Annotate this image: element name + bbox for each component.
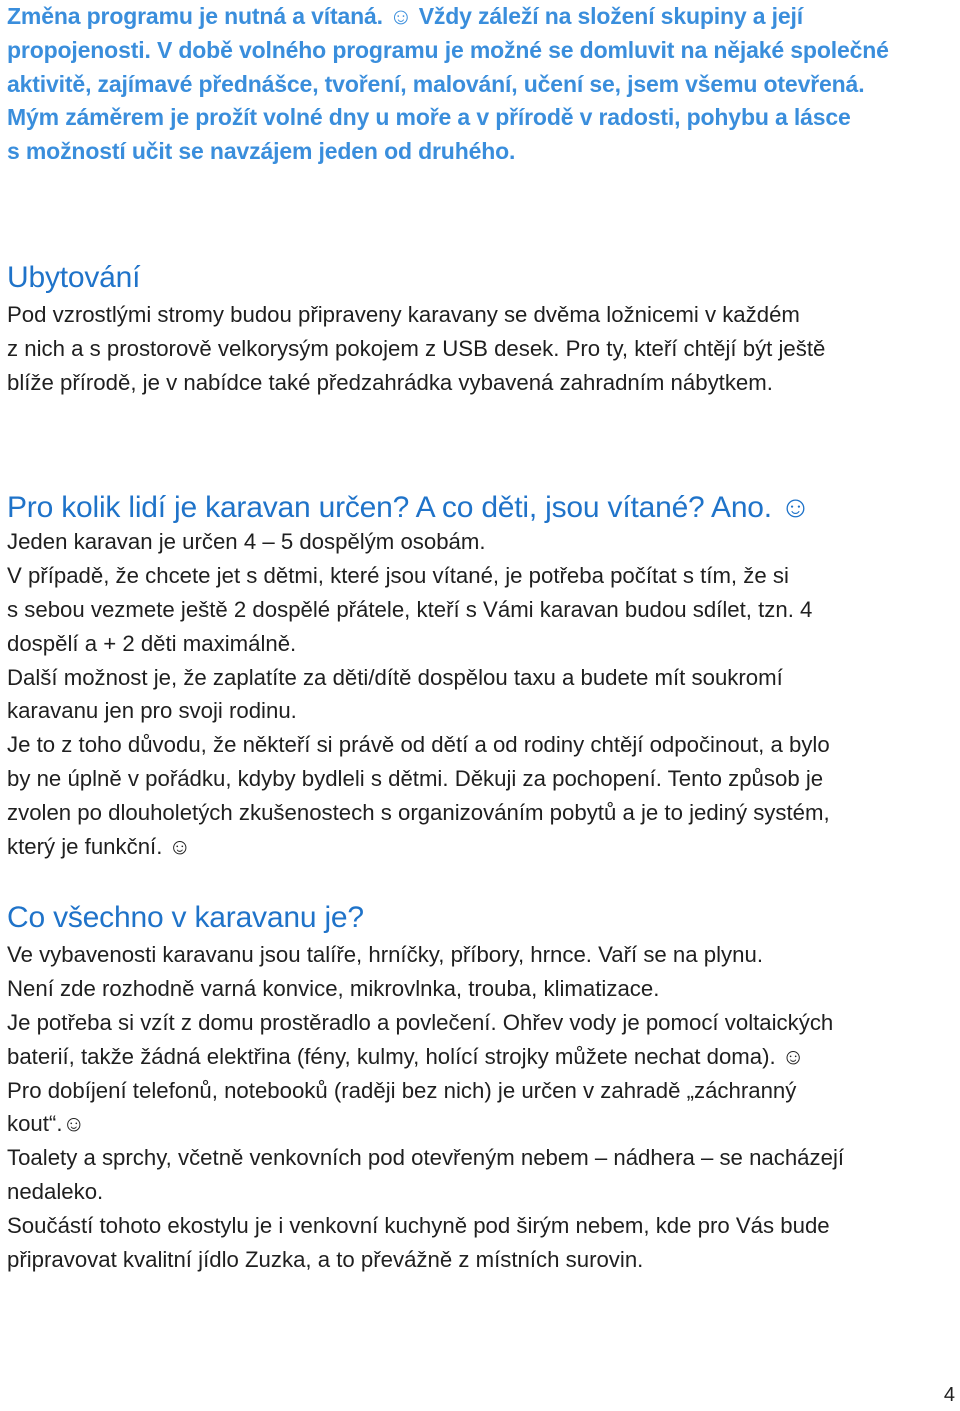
intro-paragraph (7, 0, 953, 169)
capacity-line: by ne úplně v pořádku, kdyby bydleli s dětmi. Děkuji za pochopení. Tento způsob je (7, 765, 824, 791)
capacity-line: karavanu jen pro svoji rodinu. (7, 698, 297, 724)
capacity-line: Další možnost je, že zaplatíte za děti/dítě dospělou taxu a budete mít soukromí (7, 664, 783, 690)
equipment-line: Ve vybavenosti karavanu jsou talíře, hrníčky, příbory, hrnce. Vaří se na plynu. (7, 942, 763, 968)
intro-line: s možností učit se navzájem jeden od druhého. (7, 138, 516, 165)
intro-line: propojenosti. V době volného programu je možné se domluvit na nějaké společné (7, 36, 889, 63)
equipment-line: kout“.☺ (7, 1111, 86, 1137)
equipment-line: Toalety a sprchy, včetně venkovních pod otevřeným nebem – nádhera – se nacházejí (7, 1145, 845, 1171)
equipment-line: Součástí tohoto ekostylu je i venkovní kuchyně pod širým nebem, kde pro Vás bude (7, 1212, 830, 1238)
capacity-line: s sebou vezmete ještě 2 dospělé přátele, kteří s Vámi karavan budou sdílet, tzn. 4 (7, 596, 813, 622)
equipment-line: připravovat kvalitní jídlo Zuzka, a to převážně z místních surovin. (7, 1246, 644, 1272)
intro-line: Mým záměrem je prožít volné dny u moře a v přírodě v radosti, pohybu a lásce (7, 104, 851, 131)
capacity-line: zvolen po dlouholetých zkušenostech s organizováním pobytů a je to jediný systém, (7, 799, 830, 825)
intro-line: Změna programu je nutná a vítaná. ☺ Vždy záleží na složení skupiny a její (7, 3, 804, 29)
capacity-line: který je funkční. ☺ (7, 833, 192, 859)
capacity-heading: Pro kolik lidí je karavan určen? A co děti, jsou vítané? Ano. ☺ (7, 491, 811, 525)
document-page (7, 0, 953, 1276)
equipment-line: Není zde rozhodně varná konvice, mikrovlnka, trouba, klimatizace. (7, 976, 660, 1002)
accommodation-line: z nich a s prostorově velkorysým pokojem z USB desek. Pro ty, kteří chtějí být ještě (7, 335, 826, 361)
capacity-paragraph (7, 525, 953, 863)
equipment-paragraph (7, 938, 953, 1276)
equipment-line: Je potřeba si vzít z domu prostěradlo a povlečení. Ohřev vody je pomocí voltaických (7, 1009, 834, 1035)
accommodation-line: Pod vzrostlými stromy budou připraveny karavany se dvěma ložnicemi v každém (7, 301, 800, 327)
capacity-line: Je to z toho důvodu, že někteří si právě od dětí a od rodiny chtějí odpočinout, a bylo (7, 732, 830, 758)
equipment-line: nedaleko. (7, 1178, 104, 1204)
capacity-line: Jeden karavan je určen 4 – 5 dospělým osobám. (7, 529, 486, 555)
accommodation-paragraph (7, 298, 953, 399)
capacity-line: dospělí a + 2 děti maximálně. (7, 630, 297, 656)
equipment-heading: Co všechno v karavanu je? (7, 901, 364, 935)
accommodation-line: blíže přírodě, je v nabídce také předzahrádka vybavená zahradním nábytkem. (7, 369, 773, 395)
equipment-line: baterií, takže žádná elektřina (fény, kulmy, holící strojky můžete nechat doma). ☺ (7, 1043, 805, 1069)
page-number: 4 (943, 1384, 955, 1406)
intro-line: aktivitě, zajímavé přednášce, tvoření, malování, učení se, jsem všemu otevřená. (7, 70, 865, 97)
accommodation-heading: Ubytování (7, 260, 141, 294)
equipment-line: Pro dobíjení telefonů, notebooků (raději bez nich) je určen v zahradě „záchranný (7, 1077, 797, 1103)
capacity-line: V případě, že chcete jet s dětmi, které jsou vítané, je potřeba počítat s tím, že si (7, 563, 789, 589)
